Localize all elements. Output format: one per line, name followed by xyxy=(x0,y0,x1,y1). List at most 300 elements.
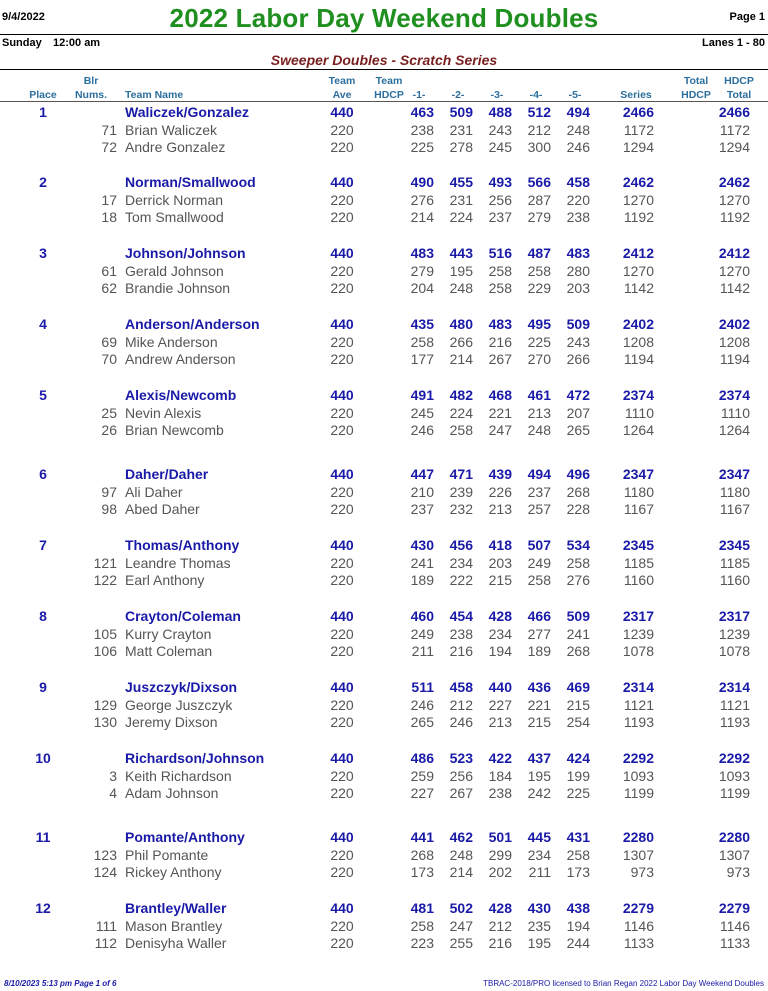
bowler-game-score: 212 xyxy=(527,121,551,138)
bowler-number: 70 xyxy=(101,351,117,367)
team-game-score: 437 xyxy=(527,750,551,766)
bowler-hdcp-total: 1239 xyxy=(718,625,750,642)
bowler-name: Brian Waliczek xyxy=(125,121,218,138)
team-game-score: 490 xyxy=(410,174,434,190)
bowler-series: 1133 xyxy=(623,935,654,951)
report-day: Sunday xyxy=(2,37,42,49)
team-game-score: 443 xyxy=(449,245,473,261)
bowler-game-score: 237 xyxy=(527,483,551,500)
bowler-game-score: 241 xyxy=(410,554,434,571)
bowler-game-score: 257 xyxy=(527,501,551,517)
team-average: 440 xyxy=(330,316,354,332)
team-series: 2280 xyxy=(622,829,654,845)
bowler-name: Brandie Johnson xyxy=(125,280,231,296)
team-place: 6 xyxy=(39,466,47,482)
team-game-score: 422 xyxy=(488,750,512,766)
bowler-game-score: 216 xyxy=(488,333,512,350)
bowler-game-score: 227 xyxy=(488,696,512,713)
bowler-average: 220 xyxy=(330,404,354,421)
bowler-series: 1199 xyxy=(623,785,654,801)
col-team-hdcp-line2: HDCP xyxy=(374,89,404,101)
team-place: 7 xyxy=(39,537,47,553)
bowler-game-score: 228 xyxy=(566,501,590,517)
team-game-score: 455 xyxy=(449,174,473,190)
team-game-score: 424 xyxy=(566,750,590,766)
team-game-score: 469 xyxy=(566,679,590,695)
team-hdcp-total: 2462 xyxy=(718,174,750,190)
bowler-average: 220 xyxy=(330,262,354,279)
team-series: 2466 xyxy=(622,104,654,120)
col-series: Series xyxy=(620,89,652,101)
bowler-game-score: 245 xyxy=(410,404,434,421)
col-game-1: -1- xyxy=(412,89,426,101)
bowler-game-score: 229 xyxy=(527,280,551,296)
col-game-3: -3- xyxy=(490,89,504,101)
bowler-hdcp-total: 1307 xyxy=(718,846,750,863)
bowler-series: 973 xyxy=(630,864,654,880)
bowler-game-score: 299 xyxy=(488,846,512,863)
col-hdcp-total-line2: Total xyxy=(726,89,752,101)
bowler-average: 220 xyxy=(330,935,354,951)
team-game-score: 516 xyxy=(488,245,512,261)
team-game-score: 509 xyxy=(449,104,473,120)
bowler-average: 220 xyxy=(330,554,354,571)
bowler-name: George Juszczyk xyxy=(125,696,233,713)
bowler-number: 18 xyxy=(101,209,117,225)
team-game-score: 466 xyxy=(527,608,551,624)
team-game-score: 482 xyxy=(449,387,473,403)
team-game-score: 523 xyxy=(449,750,473,766)
bowler-series: 1264 xyxy=(622,422,654,438)
team-hdcp-total: 2402 xyxy=(718,316,750,332)
bowler-hdcp-total: 1199 xyxy=(719,785,750,801)
team-name: Daher/Daher xyxy=(125,466,209,482)
report-date: 9/4/2022 xyxy=(2,11,45,23)
lanes-range: Lanes 1 - 80 xyxy=(702,37,765,49)
bowler-game-score: 195 xyxy=(449,262,473,279)
team-game-score: 441 xyxy=(410,829,434,845)
bowler-game-score: 245 xyxy=(488,139,512,155)
bowler-average: 220 xyxy=(330,121,354,138)
bowler-series: 1167 xyxy=(623,501,654,517)
bowler-game-score: 266 xyxy=(566,351,590,367)
bowler-average: 220 xyxy=(330,714,354,730)
team-name: Richardson/Johnson xyxy=(125,750,265,766)
col-hdcp-total-line1: HDCP xyxy=(724,75,754,87)
bowler-game-score: 231 xyxy=(449,191,473,208)
bowler-series: 1194 xyxy=(623,351,654,367)
bowler-game-score: 224 xyxy=(449,209,473,225)
bowler-game-score: 254 xyxy=(566,714,590,730)
bowler-game-score: 246 xyxy=(449,714,473,730)
team-average: 440 xyxy=(330,679,354,695)
bowler-game-score: 265 xyxy=(566,422,590,438)
bowler-game-score: 270 xyxy=(527,351,551,367)
team-game-score: 486 xyxy=(410,750,434,766)
bowler-number: 97 xyxy=(101,483,117,500)
bowler-name: Andrew Anderson xyxy=(125,351,236,367)
bowler-game-score: 258 xyxy=(566,554,590,571)
bowler-game-score: 214 xyxy=(449,351,473,367)
team-name: Brantley/Waller xyxy=(125,900,227,916)
bowler-hdcp-total: 1133 xyxy=(719,935,750,951)
team-game-score: 507 xyxy=(527,537,551,553)
bowler-name: Kurry Crayton xyxy=(125,625,212,642)
bowler-average: 220 xyxy=(330,351,354,367)
team-series: 2462 xyxy=(622,174,654,190)
bowler-number: 3 xyxy=(109,767,117,784)
bowler-game-score: 211 xyxy=(411,643,434,659)
bowler-game-score: 213 xyxy=(488,501,512,517)
team-game-score: 445 xyxy=(527,829,551,845)
report-title: 2022 Labor Day Weekend Doubles xyxy=(169,3,599,33)
column-header-divider xyxy=(0,101,768,102)
bowler-hdcp-total: 1110 xyxy=(720,404,750,421)
team-name: Waliczek/Gonzalez xyxy=(125,104,249,120)
bowler-number: 72 xyxy=(101,139,117,155)
team-game-score: 488 xyxy=(488,104,512,120)
bowler-game-score: 239 xyxy=(449,483,473,500)
bowler-game-score: 234 xyxy=(449,554,473,571)
team-game-score: 468 xyxy=(488,387,512,403)
bowler-game-score: 280 xyxy=(566,262,590,279)
bowler-name: Brian Newcomb xyxy=(125,422,224,438)
team-game-score: 436 xyxy=(527,679,551,695)
team-game-score: 462 xyxy=(449,829,473,845)
bowler-average: 220 xyxy=(330,696,354,713)
bowler-game-score: 226 xyxy=(488,483,512,500)
team-average: 440 xyxy=(330,104,354,120)
team-game-score: 458 xyxy=(449,679,473,695)
bowler-name: Phil Pomante xyxy=(125,846,209,863)
col-blr-line1: Blr xyxy=(83,75,99,87)
team-hdcp-total: 2314 xyxy=(718,679,750,695)
bowler-game-score: 246 xyxy=(566,139,590,155)
bowler-hdcp-total: 1093 xyxy=(718,767,750,784)
bowler-game-score: 216 xyxy=(449,643,473,659)
bowler-series: 1146 xyxy=(623,917,654,934)
bowler-game-score: 232 xyxy=(449,501,473,517)
team-series: 2314 xyxy=(622,679,654,695)
team-game-score: 456 xyxy=(449,537,473,553)
team-game-score: 461 xyxy=(527,387,551,403)
col-team-name: Team Name xyxy=(125,89,184,101)
team-hdcp-total: 2466 xyxy=(718,104,750,120)
bowler-game-score: 256 xyxy=(449,767,473,784)
team-game-score: 472 xyxy=(566,387,590,403)
team-game-score: 495 xyxy=(527,316,551,332)
bowler-average: 220 xyxy=(330,422,354,438)
bowler-series: 1110 xyxy=(624,404,654,421)
bowler-number: 105 xyxy=(93,625,117,642)
team-game-score: 512 xyxy=(527,104,551,120)
bowler-game-score: 238 xyxy=(566,209,590,225)
team-game-score: 431 xyxy=(566,829,590,845)
team-game-score: 460 xyxy=(410,608,434,624)
team-place: 5 xyxy=(39,387,47,403)
team-name: Alexis/Newcomb xyxy=(125,387,237,403)
bowler-average: 220 xyxy=(330,785,354,801)
bowler-game-score: 225 xyxy=(410,139,434,155)
bowler-series: 1093 xyxy=(622,767,654,784)
bowler-game-score: 223 xyxy=(410,935,434,951)
bowler-number: 4 xyxy=(109,785,117,801)
bowler-game-score: 249 xyxy=(410,625,434,642)
team-game-score: 491 xyxy=(410,387,434,403)
team-game-score: 430 xyxy=(410,537,434,553)
bowler-game-score: 258 xyxy=(449,422,473,438)
event-subtitle: Sweeper Doubles - Scratch Series xyxy=(270,52,498,68)
team-average: 440 xyxy=(330,829,354,845)
bowler-game-score: 247 xyxy=(488,422,512,438)
bowler-name: Keith Richardson xyxy=(125,767,232,784)
bowler-number: 98 xyxy=(101,501,117,517)
bowler-average: 220 xyxy=(330,280,354,296)
bowler-game-score: 276 xyxy=(410,191,434,208)
team-series: 2345 xyxy=(622,537,654,553)
bowler-name: Adam Johnson xyxy=(125,785,219,801)
team-game-score: 440 xyxy=(488,679,512,695)
bowler-name: Matt Coleman xyxy=(125,643,213,659)
bowler-game-score: 268 xyxy=(410,846,434,863)
bowler-game-score: 267 xyxy=(449,785,473,801)
bowler-average: 220 xyxy=(330,864,354,880)
bowler-hdcp-total: 1160 xyxy=(719,572,750,588)
team-game-score: 502 xyxy=(449,900,473,916)
bowler-average: 220 xyxy=(330,917,354,934)
team-game-score: 501 xyxy=(488,829,512,845)
team-place: 9 xyxy=(39,679,47,695)
team-game-score: 418 xyxy=(488,537,512,553)
bowler-hdcp-total: 1208 xyxy=(718,333,750,350)
bowler-game-score: 258 xyxy=(527,262,551,279)
bowler-number: 26 xyxy=(101,422,117,438)
bowler-game-score: 249 xyxy=(527,554,551,571)
bowler-number: 123 xyxy=(93,846,117,863)
team-game-score: 428 xyxy=(488,608,512,624)
footer-print-info: 8/10/2023 5:13 pm Page 1 of 6 xyxy=(4,979,117,988)
bowler-number: 71 xyxy=(101,121,117,138)
bowler-game-score: 216 xyxy=(488,935,512,951)
bowler-number: 25 xyxy=(101,404,117,421)
team-game-score: 435 xyxy=(410,316,434,332)
bowler-name: Ali Daher xyxy=(125,483,183,500)
bowler-series: 1208 xyxy=(622,333,654,350)
bowler-game-score: 220 xyxy=(566,191,590,208)
bowler-hdcp-total: 1142 xyxy=(719,280,750,296)
team-place: 2 xyxy=(39,174,47,190)
bowler-average: 220 xyxy=(330,572,354,588)
bowler-game-score: 247 xyxy=(449,917,473,934)
bowler-game-score: 287 xyxy=(527,191,551,208)
bowler-series: 1192 xyxy=(623,209,654,225)
team-average: 440 xyxy=(330,537,354,553)
bowler-game-score: 203 xyxy=(566,280,590,296)
bowler-game-score: 258 xyxy=(410,917,434,934)
bowler-name: Gerald Johnson xyxy=(125,262,224,279)
team-average: 440 xyxy=(330,245,354,261)
bowler-average: 220 xyxy=(330,643,354,659)
subtitle-divider xyxy=(0,69,768,70)
bowler-game-score: 248 xyxy=(449,846,473,863)
bowler-series: 1180 xyxy=(623,483,654,500)
bowler-game-score: 248 xyxy=(566,121,590,138)
team-game-score: 494 xyxy=(527,466,551,482)
bowler-game-score: 194 xyxy=(488,643,512,659)
team-game-score: 438 xyxy=(566,900,590,916)
team-average: 440 xyxy=(330,750,354,766)
bowler-game-score: 259 xyxy=(410,767,434,784)
bowler-average: 220 xyxy=(330,767,354,784)
bowler-series: 1160 xyxy=(623,572,654,588)
team-game-score: 511 xyxy=(411,679,434,695)
bowler-name: Abed Daher xyxy=(125,501,200,517)
team-name: Johnson/Johnson xyxy=(125,245,246,261)
bowler-game-score: 237 xyxy=(488,209,512,225)
team-series: 2374 xyxy=(622,387,654,403)
bowler-game-score: 238 xyxy=(449,625,473,642)
team-name: Norman/Smallwood xyxy=(125,174,256,190)
team-series: 2317 xyxy=(622,608,654,624)
team-game-score: 430 xyxy=(527,900,551,916)
col-game-2: -2- xyxy=(451,89,465,101)
bowler-game-score: 194 xyxy=(566,917,590,934)
bowler-game-score: 241 xyxy=(566,625,590,642)
bowler-game-score: 279 xyxy=(527,209,551,225)
bowler-number: 129 xyxy=(93,696,117,713)
col-team-ave-line1: Team xyxy=(328,75,356,87)
team-hdcp-total: 2280 xyxy=(718,829,750,845)
bowler-average: 220 xyxy=(330,139,354,155)
team-game-score: 487 xyxy=(527,245,551,261)
team-average: 440 xyxy=(330,466,354,482)
bowler-number: 112 xyxy=(94,935,117,951)
team-game-score: 454 xyxy=(449,608,473,624)
bowler-name: Derrick Norman xyxy=(125,191,224,208)
bowler-game-score: 213 xyxy=(527,404,551,421)
team-place: 12 xyxy=(35,900,51,916)
team-game-score: 471 xyxy=(449,466,473,482)
bowler-game-score: 235 xyxy=(527,917,551,934)
bowler-average: 220 xyxy=(330,625,354,642)
bowler-game-score: 184 xyxy=(488,767,512,784)
bowler-game-score: 225 xyxy=(527,333,551,350)
bowler-hdcp-total: 1264 xyxy=(718,422,750,438)
bowler-series: 1294 xyxy=(622,139,654,155)
team-place: 3 xyxy=(39,245,47,261)
team-name: Thomas/Anthony xyxy=(125,537,240,553)
team-game-score: 483 xyxy=(410,245,434,261)
bowler-game-score: 204 xyxy=(410,280,434,296)
team-series: 2347 xyxy=(622,466,654,482)
bowler-name: Jeremy Dixson xyxy=(125,714,218,730)
team-game-score: 534 xyxy=(566,537,590,553)
bowler-game-score: 231 xyxy=(449,121,473,138)
bowler-number: 106 xyxy=(93,643,117,659)
team-series: 2412 xyxy=(622,245,654,261)
team-hdcp-total: 2292 xyxy=(718,750,750,766)
bowler-series: 1307 xyxy=(622,846,654,863)
team-place: 10 xyxy=(35,750,51,766)
team-place: 11 xyxy=(35,829,51,845)
bowler-hdcp-total: 1270 xyxy=(718,262,750,279)
team-name: Anderson/Anderson xyxy=(125,316,260,332)
bowler-game-score: 203 xyxy=(488,554,512,571)
col-game-5: -5- xyxy=(568,89,582,101)
bowler-hdcp-total: 1294 xyxy=(718,139,750,155)
bowler-hdcp-total: 1078 xyxy=(718,643,750,659)
bowler-game-score: 225 xyxy=(566,785,590,801)
bowler-game-score: 222 xyxy=(449,572,473,588)
bowler-hdcp-total: 1180 xyxy=(719,483,750,500)
bowler-game-score: 221 xyxy=(527,696,551,713)
bowler-hdcp-total: 1192 xyxy=(719,209,750,225)
bowler-game-score: 258 xyxy=(488,262,512,279)
bowler-game-score: 248 xyxy=(449,280,473,296)
bowler-game-score: 199 xyxy=(566,767,590,784)
bowler-number: 122 xyxy=(93,572,117,588)
bowler-average: 220 xyxy=(330,483,354,500)
bowler-hdcp-total: 1167 xyxy=(719,501,750,517)
bowler-game-score: 300 xyxy=(527,139,551,155)
bowler-game-score: 265 xyxy=(410,714,434,730)
bowler-hdcp-total: 1270 xyxy=(718,191,750,208)
bowler-game-score: 246 xyxy=(410,422,434,438)
team-game-score: 447 xyxy=(410,466,434,482)
col-total-hdcp-line1: Total xyxy=(683,75,709,87)
bowler-game-score: 189 xyxy=(410,572,434,588)
bowler-game-score: 212 xyxy=(488,917,512,934)
bowler-hdcp-total: 1193 xyxy=(719,714,750,730)
bowler-game-score: 243 xyxy=(488,121,512,138)
bowler-game-score: 258 xyxy=(527,572,551,588)
team-name: Crayton/Coleman xyxy=(125,608,241,624)
bowler-name: Nevin Alexis xyxy=(125,404,202,421)
bowler-game-score: 266 xyxy=(449,333,473,350)
bowler-game-score: 195 xyxy=(527,767,551,784)
bowler-name: Rickey Anthony xyxy=(125,864,222,880)
bowler-number: 124 xyxy=(93,864,117,880)
team-name: Pomante/Anthony xyxy=(125,829,245,845)
team-game-score: 463 xyxy=(410,104,434,120)
bowler-series: 1078 xyxy=(622,643,654,659)
bowler-name: Mason Brantley xyxy=(125,917,223,934)
bowler-number: 17 xyxy=(101,191,117,208)
bowler-series: 1270 xyxy=(622,262,654,279)
bowler-name: Tom Smallwood xyxy=(125,209,224,225)
bowler-number: 62 xyxy=(101,280,117,296)
team-game-score: 428 xyxy=(488,900,512,916)
bowler-game-score: 214 xyxy=(449,864,473,880)
bowler-game-score: 173 xyxy=(566,864,590,880)
bowler-average: 220 xyxy=(330,501,354,517)
bowler-game-score: 238 xyxy=(410,121,434,138)
bowler-name: Leandre Thomas xyxy=(125,554,231,571)
team-game-score: 458 xyxy=(566,174,590,190)
bowler-game-score: 227 xyxy=(410,785,434,801)
team-name: Juszczyk/Dixson xyxy=(125,679,238,695)
bowler-game-score: 248 xyxy=(527,422,551,438)
bowler-game-score: 212 xyxy=(449,696,473,713)
bowler-average: 220 xyxy=(330,191,354,208)
bowler-game-score: 268 xyxy=(566,643,590,659)
team-game-score: 483 xyxy=(488,316,512,332)
col-team-hdcp-line1: Team xyxy=(375,75,403,87)
bowler-game-score: 277 xyxy=(527,625,551,642)
bowler-game-score: 267 xyxy=(488,351,512,367)
col-total-hdcp-line2: HDCP xyxy=(681,89,711,101)
team-average: 440 xyxy=(330,387,354,403)
